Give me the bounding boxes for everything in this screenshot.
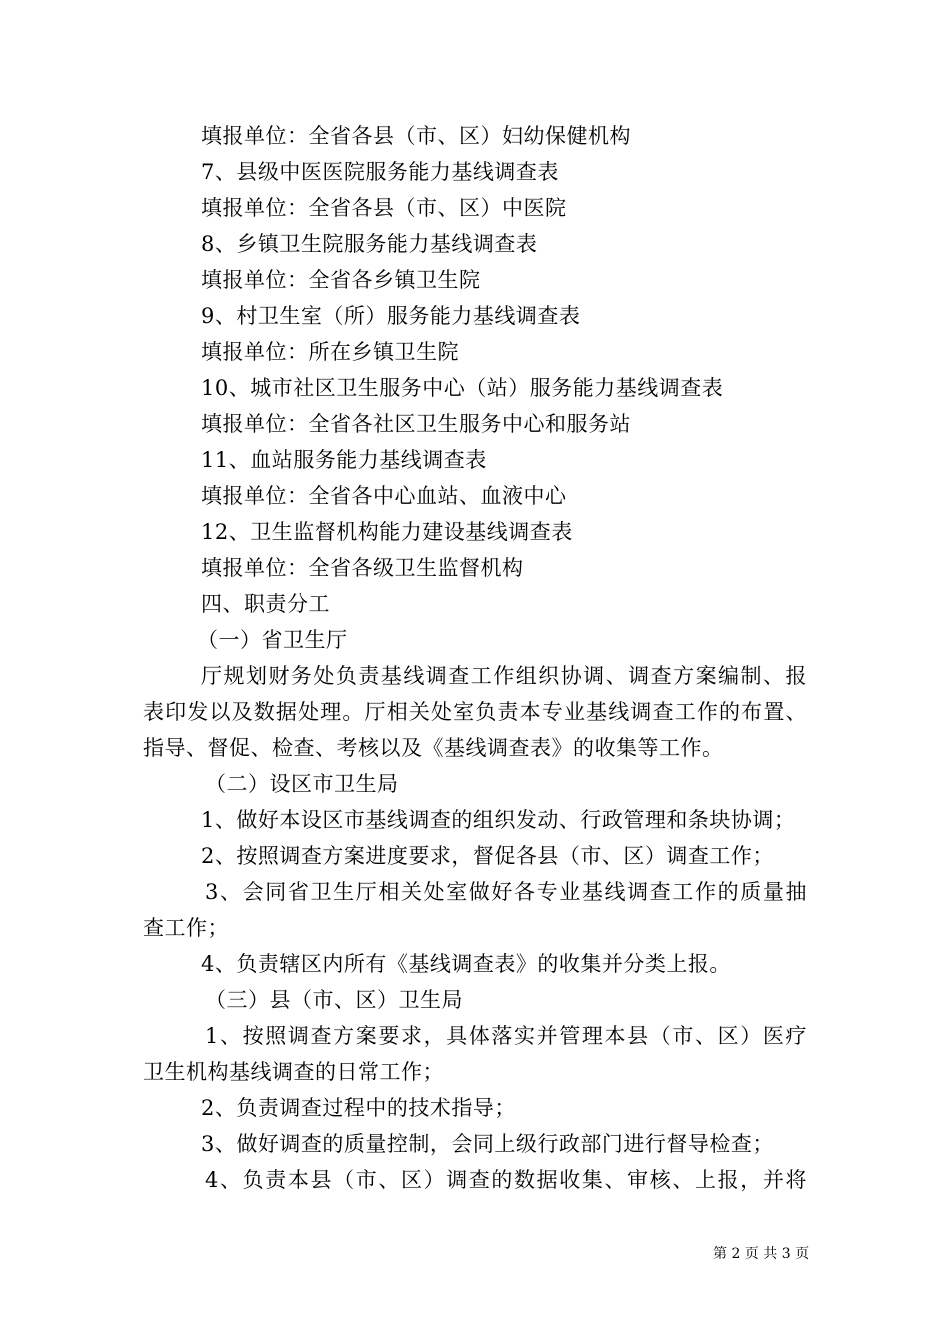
- text-line: 2、按照调查方案进度要求，督促各县（市、区）调查工作；: [201, 844, 774, 868]
- paragraph-line: 厅规划财务处负责基线调查工作组织协调、调查方案编制、报: [201, 664, 807, 688]
- paragraph-line: 指导、督促、检查、考核以及《基线调查表》的收集等工作。: [143, 736, 724, 760]
- text-line: 填报单位：全省各中心血站、血液中心: [201, 484, 567, 508]
- paragraph-line: 1、按照调查方案要求，具体落实并管理本县（市、区）医疗: [205, 1024, 807, 1048]
- subsection-heading: （一）省卫生厅: [197, 628, 348, 652]
- text-line: 2、负责调查过程中的技术指导；: [201, 1096, 516, 1120]
- document-body: [143, 118, 807, 1198]
- paragraph-line: 查工作；: [143, 916, 229, 940]
- paragraph-line: 4、负责本县（市、区）调查的数据收集、审核、上报，并将: [205, 1168, 807, 1192]
- subsection-heading: （三）县（市、区）卫生局: [205, 988, 463, 1012]
- text-line: 7、县级中医医院服务能力基线调查表: [201, 160, 559, 184]
- text-line: 1、做好本设区市基线调查的组织发动、行政管理和条块协调；: [201, 808, 796, 832]
- text-line: 填报单位：全省各县（市、区）妇幼保健机构: [201, 124, 631, 148]
- section-heading: 四、职责分工: [201, 592, 330, 616]
- text-line: 9、村卫生室（所）服务能力基线调查表: [201, 304, 581, 328]
- paragraph-line: 卫生机构基线调查的日常工作；: [143, 1060, 444, 1084]
- text-line: 11、血站服务能力基线调查表: [201, 448, 487, 472]
- text-line: 填报单位：全省各县（市、区）中医院: [201, 196, 567, 220]
- text-line: 填报单位：所在乡镇卫生院: [201, 340, 459, 364]
- subsection-heading: （二）设区市卫生局: [205, 772, 399, 796]
- text-line: 填报单位：全省各级卫生监督机构: [201, 556, 524, 580]
- text-line: 10、城市社区卫生服务中心（站）服务能力基线调查表: [201, 376, 724, 400]
- page-number-footer: 第 2 页 共 3 页: [713, 1246, 810, 1262]
- text-line: 3、做好调查的质量控制，会同上级行政部门进行督导检查；: [201, 1132, 774, 1156]
- text-line: 填报单位：全省各社区卫生服务中心和服务站: [201, 412, 631, 436]
- text-line: 12、卫生监督机构能力建设基线调查表: [201, 520, 573, 544]
- paragraph-line: 3、会同省卫生厅相关处室做好各专业基线调查工作的质量抽: [205, 880, 807, 904]
- paragraph-line: 表印发以及数据处理。厅相关处室负责本专业基线调查工作的布置、: [143, 700, 807, 724]
- text-line: 填报单位：全省各乡镇卫生院: [201, 268, 481, 292]
- text-line: 4、负责辖区内所有《基线调查表》的收集并分类上报。: [201, 952, 731, 976]
- text-line: 8、乡镇卫生院服务能力基线调查表: [201, 232, 538, 256]
